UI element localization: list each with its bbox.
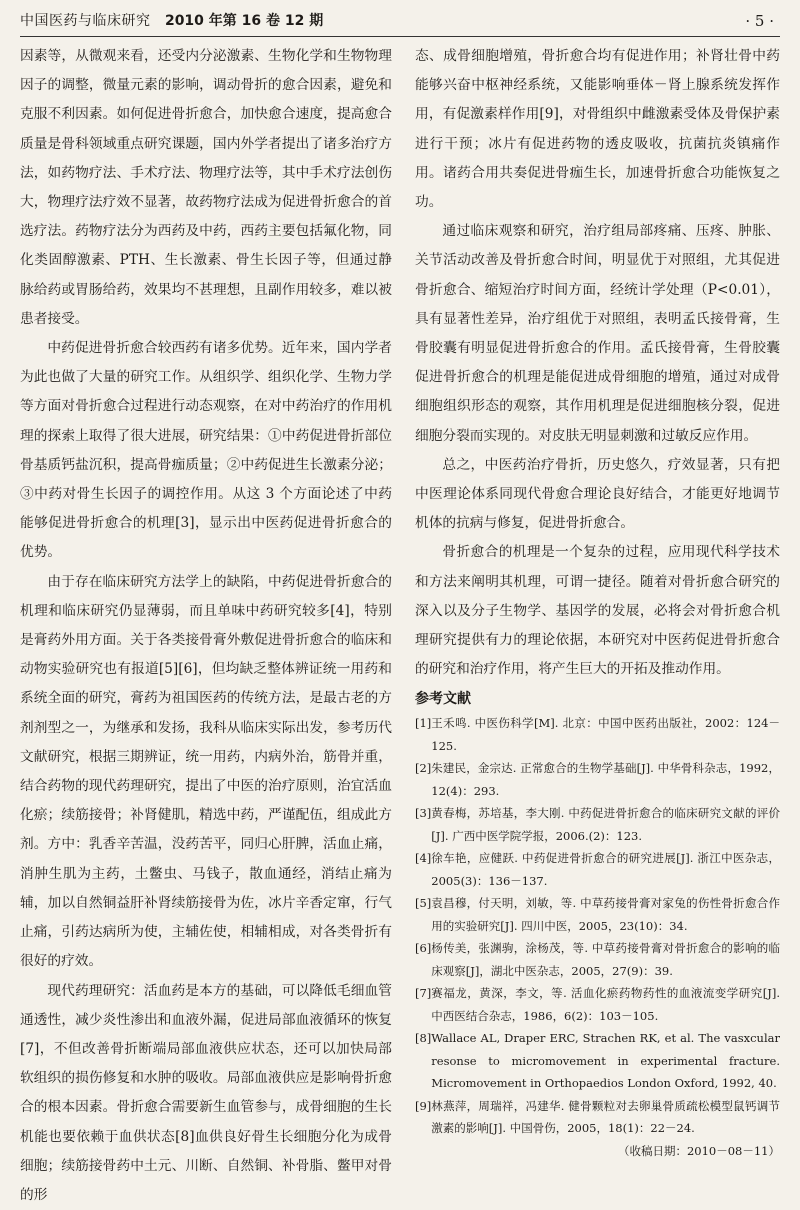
reference-number: [1] (415, 712, 431, 757)
reference-text: 袁昌穆，付天明，刘敏，等. 中草药接骨膏对家兔的伤性骨折愈合作用的实验研究[J]. 四川中医，2005，23(10)：34. (431, 892, 780, 937)
received-date: （收稿日期：2010－08－11） (415, 1140, 780, 1162)
reference-number: [2] (415, 757, 431, 802)
references-heading: 参考文献 (415, 686, 780, 712)
reference-number: [6] (415, 937, 431, 982)
reference-item (415, 712, 780, 757)
reference-item (415, 1095, 780, 1140)
body-paragraph: 通过临床观察和研究，治疗组局部疼痛、压疼、肿胀、关节活动改善及骨折愈合时间，明显优于对照组，尤其促进骨折愈合、缩短治疗时间方面，经统计学处理（P<0.01），具有显著性差异，治疗组优于对照组，表明孟氏接骨膏，生骨胶囊有明显促进骨折愈合的作用。孟氏接骨膏，生骨胶囊促进骨折愈合的机理是能促进成骨细胞的增殖，通过对成骨细胞组织形态的观察，其作用机理是促进细胞核分裂，促进细胞分裂而实现的。对皮肤无明显刺激和过敏反应作用。 (415, 217, 780, 451)
reference-number: [7] (415, 982, 431, 1027)
reference-number: [5] (415, 892, 431, 937)
reference-text: 林燕萍，周瑞祥，冯建华. 健骨颗粒对去卵巢骨质疏松模型鼠钙调节激素的影响[J]. 中国骨伤，2005，18(1)：22－24. (431, 1095, 780, 1140)
page-number: · 5 · (745, 6, 774, 36)
reference-item (415, 757, 780, 802)
running-header (20, 6, 780, 37)
reference-text: 朱建民，金宗达. 正常愈合的生物学基础[J]. 中华骨科杂志，1992，12(4)：293. (431, 757, 780, 802)
body-paragraph: 现代药理研究：活血药是本方的基础，可以降低毛细血管通透性，减少炎性渗出和血液外漏，促进局部血液循环的恢复[7]，不但改善骨折断端局部血液供应状态，还可以加快局部软组织的损伤修复和水肿的吸收。局部血液供应是影响骨折愈合的根本因素。骨折愈合需要新生血管参与，成骨细胞的生长机能也要依赖于血供状态[8]血供良好骨生长细胞分化为成骨细胞；续筋接骨药中土元、川断、自然铜、补骨脂、鳖甲对骨的形 (20, 977, 392, 1210)
reference-number: [9] (415, 1095, 431, 1140)
reference-text: 王禾鸣. 中医伤科学[M]. 北京：中国中医药出版社，2002：124－125. (431, 712, 780, 757)
reference-text: Wallace AL, Draper ERC, Strachen RK, et al. The vasxcular resonse to micromovement in experimental fracture. Micromovement in Orthopaedios London Oxford, 1992, 40. (431, 1027, 780, 1095)
body-paragraph: 因素等，从微观来看，还受内分泌激素、生物化学和生物物理因子的调整，微量元素的影响，调动骨折的愈合因素，避免和克服不利因素。如何促进骨折愈合，加快愈合速度，提高愈合质量是骨科领域重点研究课题，国内外学者提出了诸多治疗方法，如药物疗法、手术疗法、物理疗法等，其中手术疗法创伤大，物理疗法疗效不显著，故药物疗法成为促进骨折愈合的首选疗法。药物疗法分为西药及中药，西药主要包括氟化物，同化类固醇激素、PTH、生长激素、骨生长因子等，但通过静脉给药或胃肠给药，效果均不甚理想，且副作用较多，难以被患者接受。 (20, 42, 392, 334)
reference-number: [8] (415, 1027, 431, 1095)
journal-title: 中国医药与临床研究 (20, 13, 151, 29)
reference-number: [4] (415, 847, 431, 892)
reference-text: 赛福龙，黄深，李文，等. 活血化瘀药物药性的血液流变学研究[J]. 中西医结合杂志，1986，6(2)：103－105. (431, 982, 780, 1027)
reference-item (415, 982, 780, 1027)
reference-item (415, 892, 780, 937)
reference-number: [3] (415, 802, 431, 847)
body-paragraph: 由于存在临床研究方法学上的缺陷，中药促进骨折愈合的机理和临床研究仍显薄弱，而且单味中药研究较多[4]，特别是膏药外用方面。关于各类接骨膏外敷促进骨折愈合的临床和动物实验研究也有报道[5][6]，但均缺乏整体辨证统一用药和系统全面的研究，膏药为祖国医药的传统方法，是最古老的方剂剂型之一，为继承和发扬，我科从临床实际出发，参考历代文献研究，根据三期辨证，统一用药，内病外治，筋骨并重，结合药物的现代药理研究，提出了中医的治疗原则，治宜活血化瘀；续筋接骨；补肾健肌，精选中药，严谨配伍，组成此方剂。方中：乳香辛苦温，没药苦平，同归心肝脾，活血止痛，消肿生肌为主药，土鳖虫、马钱子，散血通经，消结止痛为辅，加以自然铜益肝补肾续筋接骨为佐，冰片辛香定窜，行气止痛，引药达病所为使，主辅佐使，相辅相成，对各类骨折有很好的疗效。 (20, 568, 392, 977)
reference-text: 徐车艳，应健跃. 中药促进骨折愈合的研究进展[J]. 浙江中医杂志，2005(3)：136－137. (431, 847, 780, 892)
body-paragraph: 总之，中医药治疗骨折，历史悠久，疗效显著，只有把中医理论体系同现代骨愈合理论良好结合，才能更好地调节机体的抗病与修复，促进骨折愈合。 (415, 451, 780, 539)
issue-info: 2010 年第 16 卷 12 期 (165, 13, 323, 29)
body-paragraph: 态、成骨细胞增殖，骨折愈合均有促进作用；补肾壮骨中药能够兴奋中枢神经系统，又能影响垂体－肾上腺系统发挥作用，有促激素样作用[9]，对骨组织中雌激素受体及骨保护素进行干预；冰片有促进药物的透皮吸收，抗菌抗炎镇痛作用。诸药合用共奏促进骨痂生长，加速骨折愈合功能恢复之功。 (415, 42, 780, 217)
body-paragraph: 骨折愈合的机理是一个复杂的过程，应用现代科学技术和方法来阐明其机理，可谓一捷径。随着对骨折愈合研究的深入以及分子生物学、基因学的发展，必将会对骨折愈合机理研究提供有力的理论依据，本研究对中医药促进骨折愈合的研究和治疗作用，将产生巨大的开拓及推动作用。 (415, 538, 780, 684)
reference-text: 黄春梅，苏培基，李大刚. 中药促进骨折愈合的临床研究文献的评价[J]. 广西中医学院学报，2006.(2)：123. (431, 802, 780, 847)
body-paragraph: 中药促进骨折愈合较西药有诸多优势。近年来，国内学者为此也做了大量的研究工作。从组织学、组织化学、生物力学等方面对骨折愈合过程进行动态观察，在对中药治疗的作用机理的探索上取得了很大进展，研究结果：①中药促进骨折部位骨基质钙盐沉积，提高骨痂质量；②中药促进生长激素分泌；③中药对骨生长因子的调控作用。从这 3 个方面论述了中药能够促进骨折愈合的机理[3]，显示出中医药促进骨折愈合的优势。 (20, 334, 392, 568)
left-column (20, 42, 392, 1210)
reference-item (415, 847, 780, 892)
reference-text: 杨传美，张渊驹，涂杨茂，等. 中草药接骨膏对骨折愈合的影响的临床观察[J]，湖北中医杂志，2005，27(9)：39. (431, 937, 780, 982)
right-column (415, 42, 780, 1162)
reference-item (415, 937, 780, 982)
reference-item (415, 1027, 780, 1095)
reference-list (415, 712, 780, 1140)
reference-item (415, 802, 780, 847)
